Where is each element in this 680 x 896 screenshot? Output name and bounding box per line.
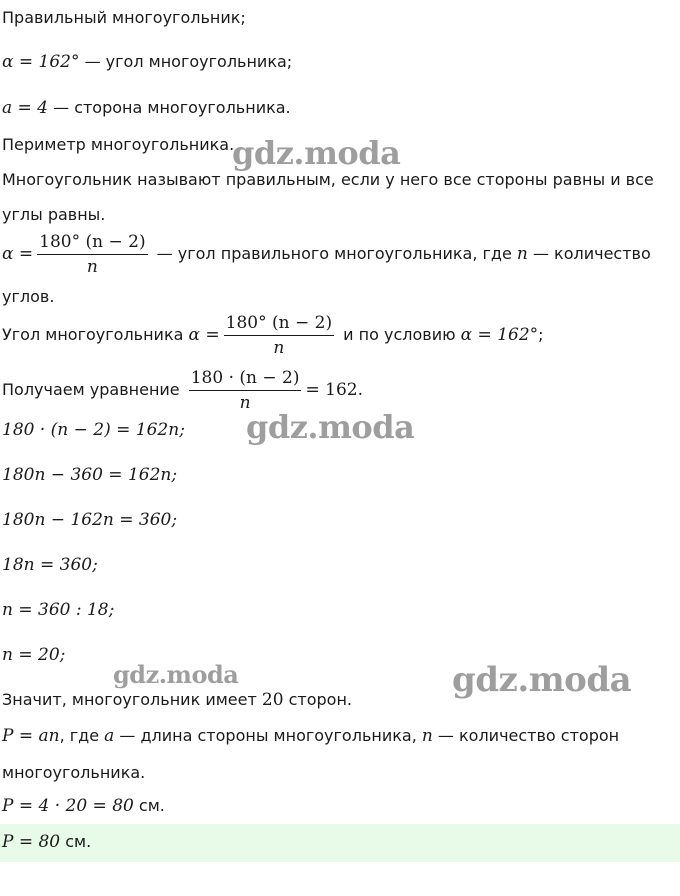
- watermark-2: gdz.moda: [246, 408, 415, 446]
- text-line-6: углы равны.: [2, 205, 106, 224]
- formula-line-10: Получаем уравнение $\frac{180 \cdot (n - 2)}{n}$ = 162.: [2, 368, 363, 413]
- text-line-3: a = 4 — сторона многоугольника.: [2, 98, 291, 118]
- text-line-17: Значит, многоугольник имеет 20 сторон.: [2, 690, 352, 710]
- text-line-20: P = 4 · 20 = 80 см.: [2, 796, 165, 816]
- equation-3: 180n − 162n = 360;: [2, 510, 178, 530]
- fraction: $\frac{180^\circ (n - 2)}{n}$: [39, 232, 146, 277]
- text-line-18: P = an, где a — длина стороны многоугольника, n — количество сторон: [2, 726, 620, 746]
- watermark-4: gdz.moda: [452, 660, 632, 700]
- text-line-4: Периметр многоугольника.: [2, 135, 235, 154]
- equation-5: n = 360 : 18;: [2, 600, 115, 620]
- text-line-1: Правильный многоугольник;: [2, 8, 246, 27]
- text-line-5: Многоугольник называют правильным, если у него все стороны равны и все: [2, 170, 654, 189]
- equation-2: 180n − 360 = 162n;: [2, 465, 178, 485]
- formula-line-9: Угол многоугольника α = $\frac{180^\circ (n - 2)}{n}$ и по условию α = 162°;: [2, 313, 544, 358]
- equation-1: 180 · (n − 2) = 162n;: [2, 420, 185, 440]
- fraction: $\frac{180 \cdot (n - 2)}{n}$: [190, 368, 300, 413]
- text-line-8: углов.: [2, 287, 55, 306]
- fraction: $\frac{180^\circ (n - 2)}{n}$: [225, 313, 333, 358]
- watermark-1: gdz.moda: [232, 134, 401, 172]
- answer-line: P = 80 см.: [2, 832, 92, 852]
- text-line-2: α = 162° — угол многоугольника;: [2, 52, 293, 72]
- equation-6: n = 20;: [2, 645, 66, 665]
- equation-4: 18n = 360;: [2, 555, 98, 575]
- watermark-3: gdz.moda: [113, 660, 239, 689]
- formula-line-7: α = $\frac{180^\circ (n - 2)}{n}$ — угол правильного многоугольника, где n — количество: [2, 232, 651, 277]
- text-line-19: многоугольника.: [2, 763, 146, 782]
